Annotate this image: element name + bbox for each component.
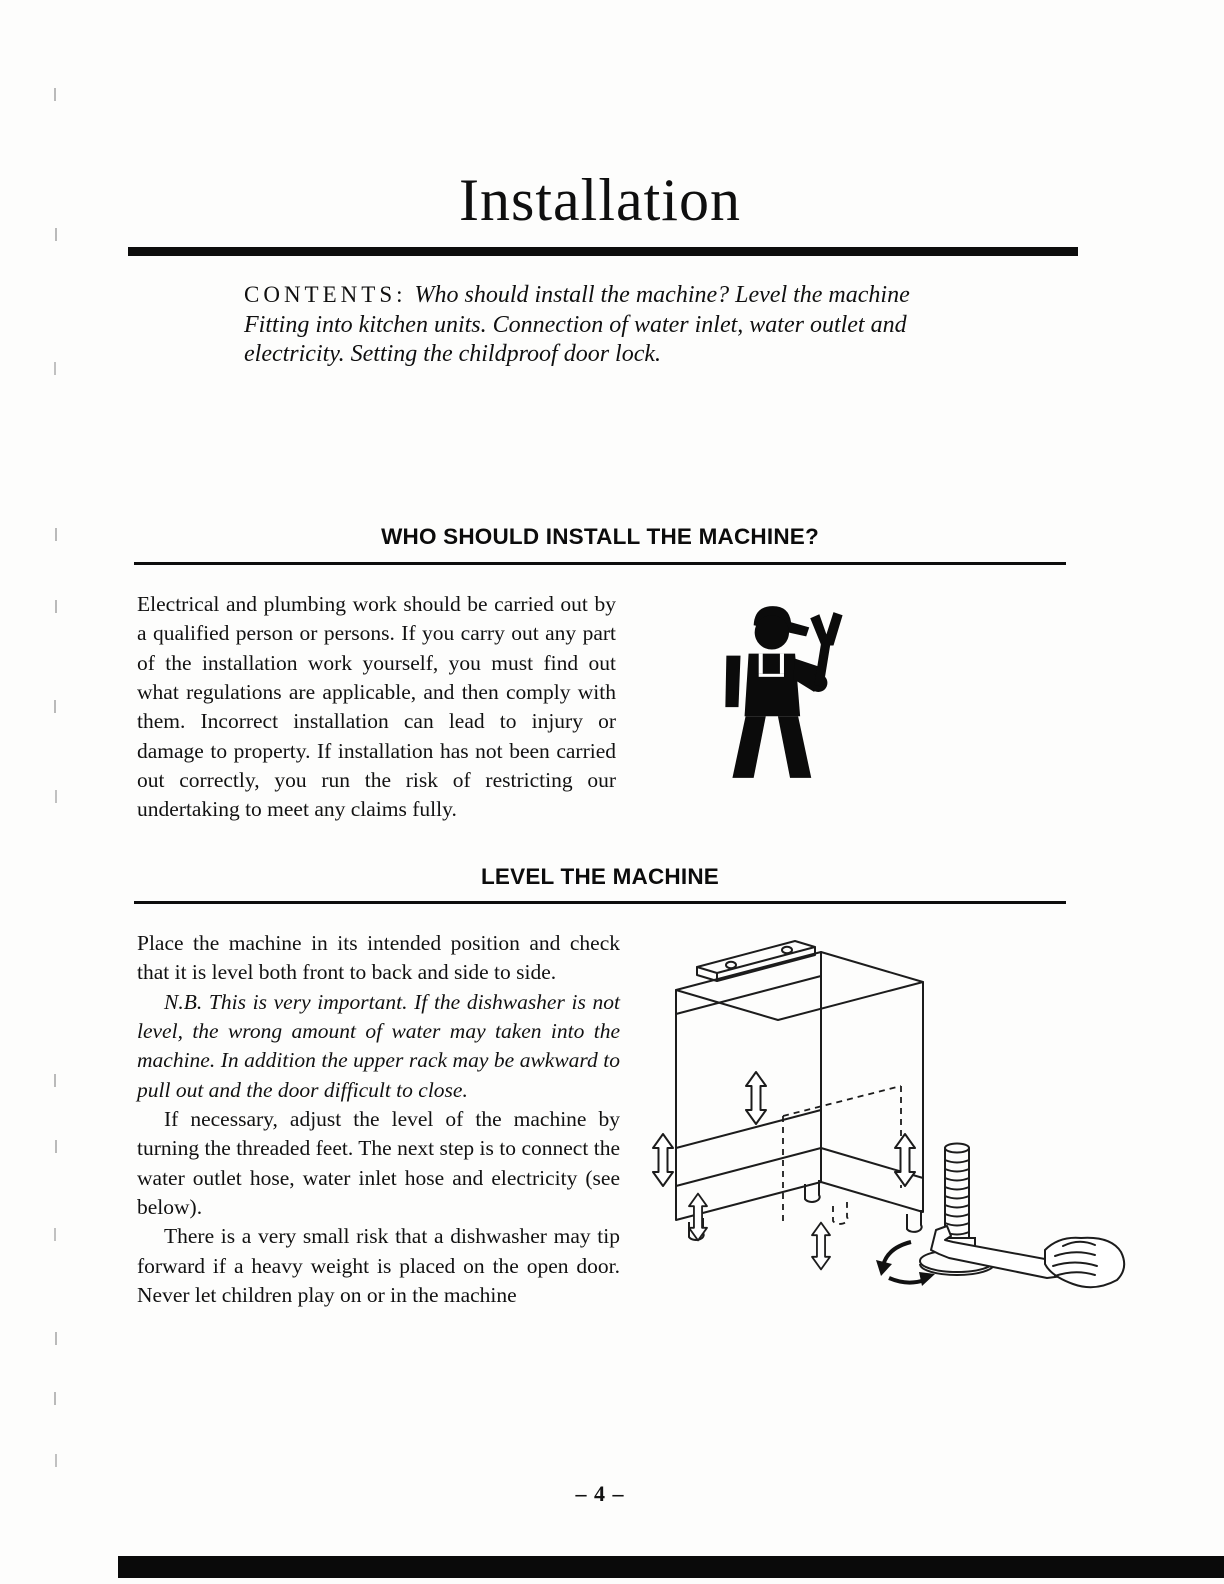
bottom-scan-bar (118, 1556, 1224, 1578)
rotate-arrow-icon (883, 1242, 925, 1283)
dishwasher-leveling-illustration (642, 920, 1134, 1292)
title-rule (128, 247, 1078, 256)
paragraph: If necessary, adjust the level of the machine by turning the threaded feet. The next step is to connect the water outlet hose, water inlet hose and electricity (see below). (137, 1107, 620, 1220)
paragraph: Electrical and plumbing work should be carried out by a qualified person or persons. If you carry out any part of the installation work yourself, you must find out what regulations are applicable, and then comply with them. Incorrect installation can lead to injury or damage to property. If installation has not been carried out correctly, you run the risk of restricting our undertaking to meet any claims fully. (137, 592, 616, 822)
section-body-who-should-install (137, 590, 616, 825)
section-rule (134, 562, 1066, 565)
section-body-level-the-machine (137, 929, 620, 1310)
scan-artifact (54, 88, 56, 101)
paragraph: There is a very small risk that a dishwasher may tip forward if a heavy weight is placed on the open door. Never let children play on or in the machine (137, 1224, 620, 1308)
section-heading-level-the-machine: LEVEL THE MACHINE (480, 864, 719, 889)
wrench (931, 1226, 1063, 1278)
page-title: Installation (459, 167, 741, 233)
contents-paragraph (244, 281, 970, 370)
paragraph-nb: N.B. This is very important. If the dishwasher is not level, the wrong amount of water may taken into the machine. In addition the upper rack may be awkward to pull out and the door difficult to close. (137, 989, 620, 1102)
contents-label: CONTENTS: (244, 282, 407, 307)
paragraph: Place the machine in its intended position and check that it is level both front to back and side to side. (137, 931, 620, 985)
worker-with-wrench-pictogram (698, 596, 876, 788)
section-heading-who-should-install: WHO SHOULD INSTALL THE MACHINE? (381, 524, 819, 549)
section-rule (134, 901, 1066, 904)
contents-text: Who should install the machine? Level the machine Fitting into kitchen units. Connection of water inlet, water outlet and electricity. Setting the childproof door lock. (244, 282, 910, 368)
figure-leveling (642, 920, 1134, 1292)
figure-installer (698, 596, 876, 788)
hand (1045, 1238, 1124, 1287)
page-number: – 4 – (575, 1481, 625, 1506)
